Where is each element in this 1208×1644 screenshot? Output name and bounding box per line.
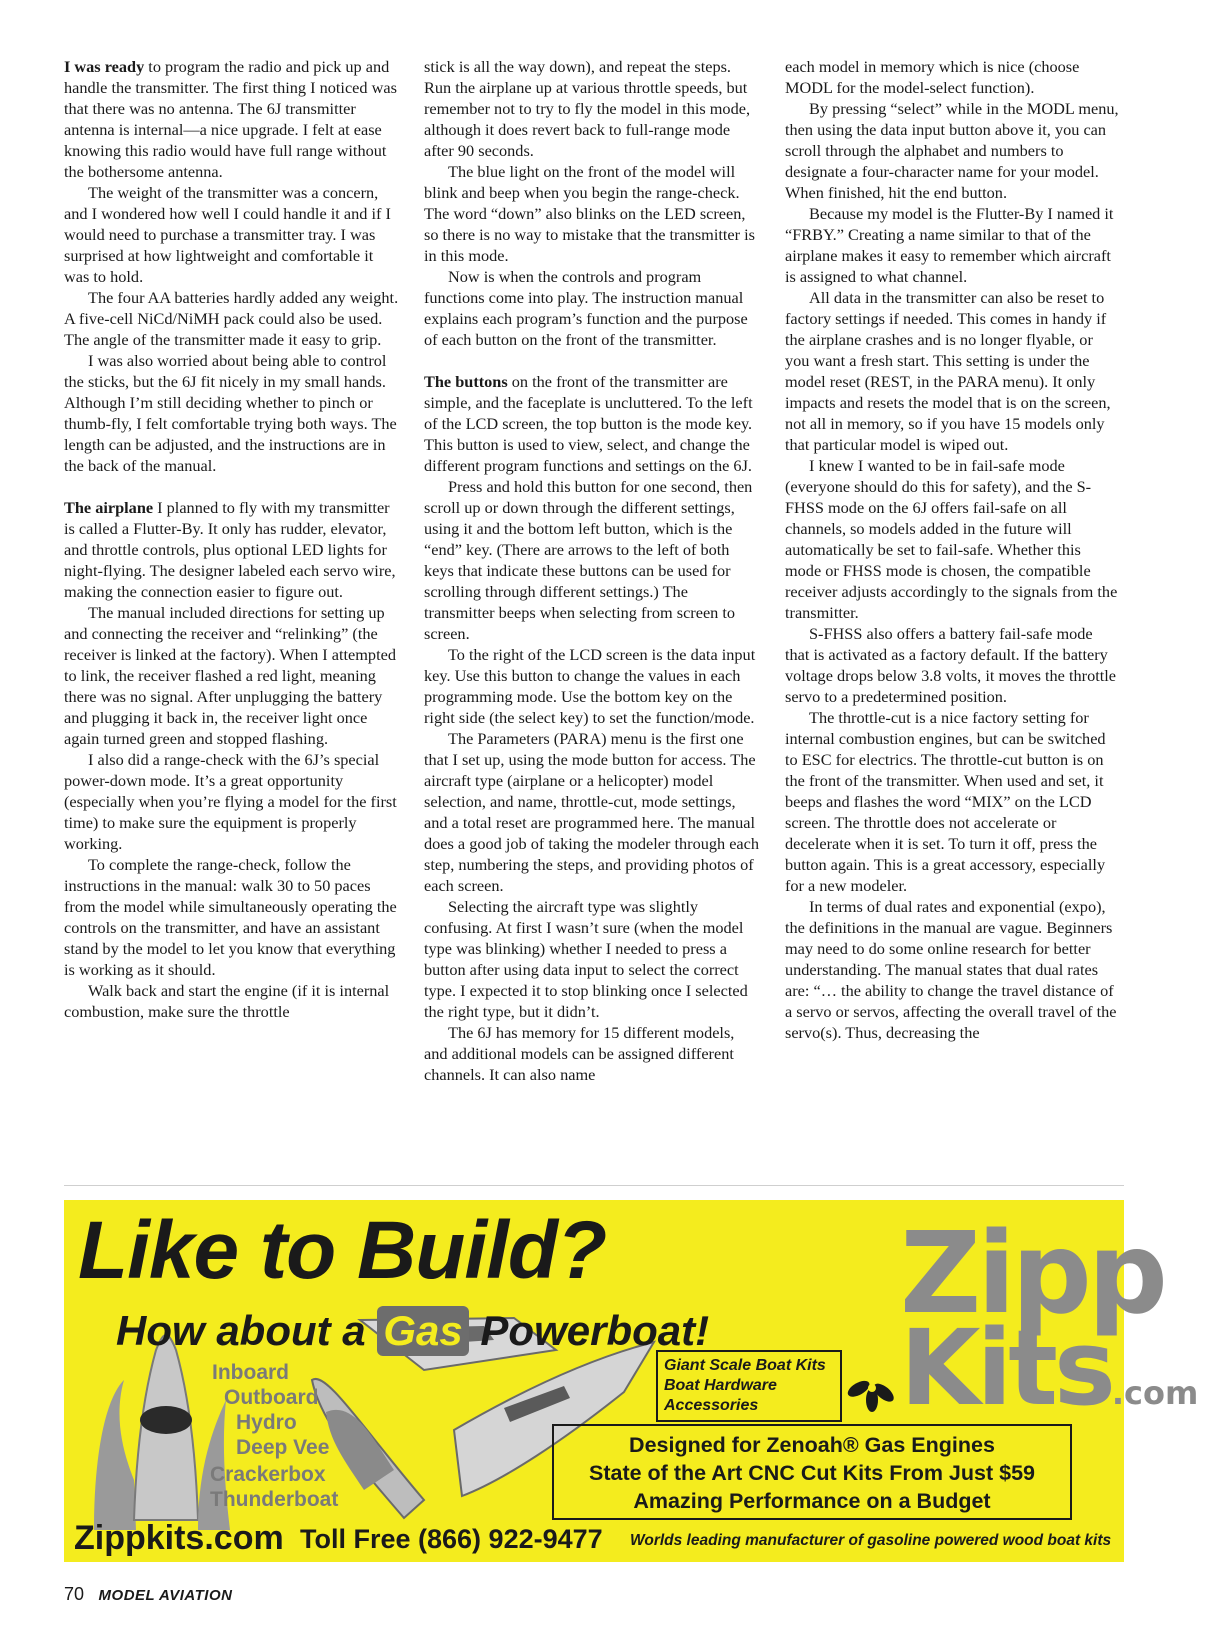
article-paragraph: To complete the range-check, follow the instructions in the manual: walk 30 to 50 paces from the model while simultaneously operating the controls on the transmitter, and have an assistant stand by the model to let you know that everything is working as it should.	[64, 855, 397, 979]
article-paragraph: each model in memory which is nice (choose MODL for the model-select function).	[785, 57, 1080, 97]
article-paragraph: Selecting the aircraft type was slightly confusing. At first I wasn’t sure (when the model type was blinking) whether I needed to press a button after using data input to select the correct type. I expected it to stop blinking once I selected the right type, but it didn’t.	[424, 897, 748, 1021]
article-paragraph: The airplane I planned to fly with my transmitter is called a Flutter-By. It only has rudder, elevator, and throttle controls, plus optional LED lights for night-flying. The designer labeled each servo wire, making the connection easier to figure out.	[64, 498, 396, 601]
zippkits-advertisement[interactable]	[64, 1200, 1199, 1562]
boat-types-list	[212, 1360, 329, 1460]
brand-logo-kits: Kits.com	[900, 1307, 1199, 1429]
boat-type: Hydro	[236, 1411, 297, 1434]
ad-divider	[64, 1185, 1124, 1186]
article-paragraph: The buttons on the front of the transmitter are simple, and the faceplate is uncluttered. To the left of the LCD screen, the top button is the mode key. This button is used to view, select, and change the different program functions and settings on the 6J.	[424, 372, 753, 475]
brand-logo-zipp: Zipp	[900, 1209, 1164, 1339]
design-features-box: Designed for Zenoah® Gas Engines State of the Art CNC Cut Kits From Just $59 Amazing Performance on a Budget	[552, 1424, 1072, 1520]
article-paragraph: The manual included directions for setting up and connecting the receiver and “relinking” (the receiver is linked at the factory). When I attempted to link, the receiver flashed a red light, meaning there was no signal. After unplugging the battery and plugging it back in, the receiver light once again turned green and stopped flashing.	[64, 603, 396, 748]
page-number: 70	[64, 1584, 85, 1604]
article-paragraph: The four AA batteries hardly added any weight. A five-cell NiCd/NiMH pack could also be used. The angle of the transmitter made it easy to grip.	[64, 288, 399, 349]
ad-subheadline: How about a Gas Powerboat!	[116, 1307, 710, 1354]
section-lead-in: The buttons	[424, 372, 508, 391]
article-paragraph: The weight of the transmitter was a concern, and I wondered how well I could handle it and if I would need to purchase a transmitter tray. I was surprised at how lightweight and comfortable it was to hold.	[64, 183, 391, 286]
section-lead-in: The airplane	[64, 498, 154, 517]
boat-type: Outboard	[224, 1386, 319, 1409]
article-paragraph: The Parameters (PARA) menu is the first one that I set up, using the mode button for access. The aircraft type (airplane or a helicopter) model selection, and name, throttle-cut, mode settings, and a total reset are programmed here. The manual does a good job of taking the modeler through each step, numbering the steps, and providing photos of each screen.	[424, 729, 760, 895]
article-paragraph: I also did a range-check with the 6J’s special power-down mode. It’s a great opportunity (especially when you’re flying a model for the first time) to make sure the equipment is properly working.	[64, 750, 397, 853]
article-paragraph: Press and hold this button for one second, then scroll up or down through the different settings, using it and the bottom left button, which is the “end” key. (There are arrows to the left of both keys that indicate these buttons can be used for scrolling through different settings.) The transmitter beeps when selecting from screen to screen.	[424, 477, 753, 643]
article-paragraph: S-FHSS also offers a battery fail-safe mode that is activated as a factory default. If the battery voltage drops below 3.8 volts, it moves the throttle servo to a predetermined position.	[785, 624, 1117, 706]
article-paragraph: All data in the transmitter can also be reset to factory settings if needed. This comes in handy if the airplane crashes and is no longer flyable, or you want a fresh start. This setting is under the model reset (REST, in the PARA menu). It only impacts and resets the model that is on the screen, not all in memory, so if you have 15 models only that particular model is wiped out.	[785, 288, 1111, 454]
page-footer	[64, 1584, 232, 1606]
boat-type: Crackerbox	[210, 1463, 326, 1486]
article-paragraph: In terms of dual rates and exponential (expo), the definitions in the manual are vague. Beginners may need to do some online research for better understanding. The manual states that dual rates are: “… the ability to change the travel distance of a servo or servos, affecting the overall travel of the servo(s). Thus, decreasing the	[785, 897, 1117, 1042]
propeller-icon	[845, 1378, 897, 1412]
article-paragraph: The blue light on the front of the model will blink and beep when you begin the range-check. The word “down” also blinks on the LED screen, so there is no way to mistake that the transmitter is in this mode.	[424, 162, 755, 265]
boat-type: Deep Vee	[236, 1436, 330, 1459]
article-column-1	[64, 56, 400, 1022]
ad-headline: Like to Build?	[78, 1205, 607, 1296]
article-paragraph: By pressing “select” while in the MODL menu, then using the data input button above it, you can scroll through the alphabet and numbers to designate a four-character name for your model. When finished, hit the end button.	[785, 99, 1119, 202]
article-paragraph: To the right of the LCD screen is the data input key. Use this button to change the values in each programming mode. Use the bottom key on the right side (the select key) to set the function/mode.	[424, 645, 756, 727]
article-column-3	[785, 56, 1121, 1043]
article-paragraph: Walk back and start the engine (if it is internal combustion, make sure the throttle	[64, 981, 390, 1021]
article-paragraph: stick is all the way down), and repeat the steps. Run the airplane up at various throttle speeds, but remember not to try to fly the model in this mode, although it does revert back to full-range mode after 90 seconds.	[424, 57, 751, 160]
article-paragraph: I was also worried about being able to control the sticks, but the 6J fit nicely in my small hands. Although I’m still deciding whether to pinch or thumb-fly, I felt comfortable trying both ways. The length can be adjusted, and the instructions are in the back of the manual.	[64, 351, 397, 475]
article-paragraph: Because my model is the Flutter-By I named it “FRBY.” Creating a name similar to that of the airplane makes it easy to remember which aircraft is assigned to what channel.	[785, 204, 1114, 286]
section-lead-in: I was ready	[64, 57, 145, 76]
gas-label: Gas	[377, 1306, 468, 1356]
website-link[interactable]: Zippkits.com	[74, 1519, 284, 1557]
boat-type: Inboard	[212, 1361, 289, 1384]
toll-free-phone[interactable]: Toll Free (866) 922-9477	[300, 1524, 603, 1554]
ad-tagline: Worlds leading manufacturer of gasoline powered wood boat kits	[630, 1532, 1112, 1549]
boat-type: Thunderboat	[210, 1488, 339, 1511]
article-paragraph: I was ready to program the radio and pick up and handle the transmitter. The first thing I noticed was that there was no antenna. The 6J transmitter antenna is internal—a nice upgrade. I felt at ease knowing this radio would have full range without the bothersome antenna.	[64, 57, 397, 181]
magazine-name: MODEL AVIATION	[98, 1587, 233, 1604]
boat-types-list-2	[210, 1462, 338, 1512]
article-paragraph: I knew I wanted to be in fail-safe mode (everyone should do this for safety), and the S-FHSS mode on the 6J offers fail-safe on all channels, so models added in the future will automatically be set to fail-safe. Whether this mode or FHSS mode is chosen, the compatible receiver adjusts accordingly to the signals from the transmitter.	[785, 456, 1118, 622]
article-paragraph: The 6J has memory for 15 different models, and additional models can be assigned different channels. It can also name	[424, 1023, 735, 1084]
article-paragraph: Now is when the controls and program functions come into play. The instruction manual explains each program’s function and the purpose of each button on the front of the transmitter.	[424, 267, 748, 349]
kit-features-box: Giant Scale Boat Kits Boat Hardware Accessories	[656, 1350, 842, 1422]
article-column-2	[424, 56, 760, 1085]
article-paragraph: The throttle-cut is a nice factory setting for internal combustion engines, but can be switched to ESC for electrics. The throttle-cut button is on the front of the transmitter. When used and set, it beeps and flashes the word “MIX” on the LCD screen. The throttle does not accelerate or decelerate when it is set. To turn it off, press the button again. This is a great accessory, especially for a new modeler.	[785, 708, 1106, 895]
